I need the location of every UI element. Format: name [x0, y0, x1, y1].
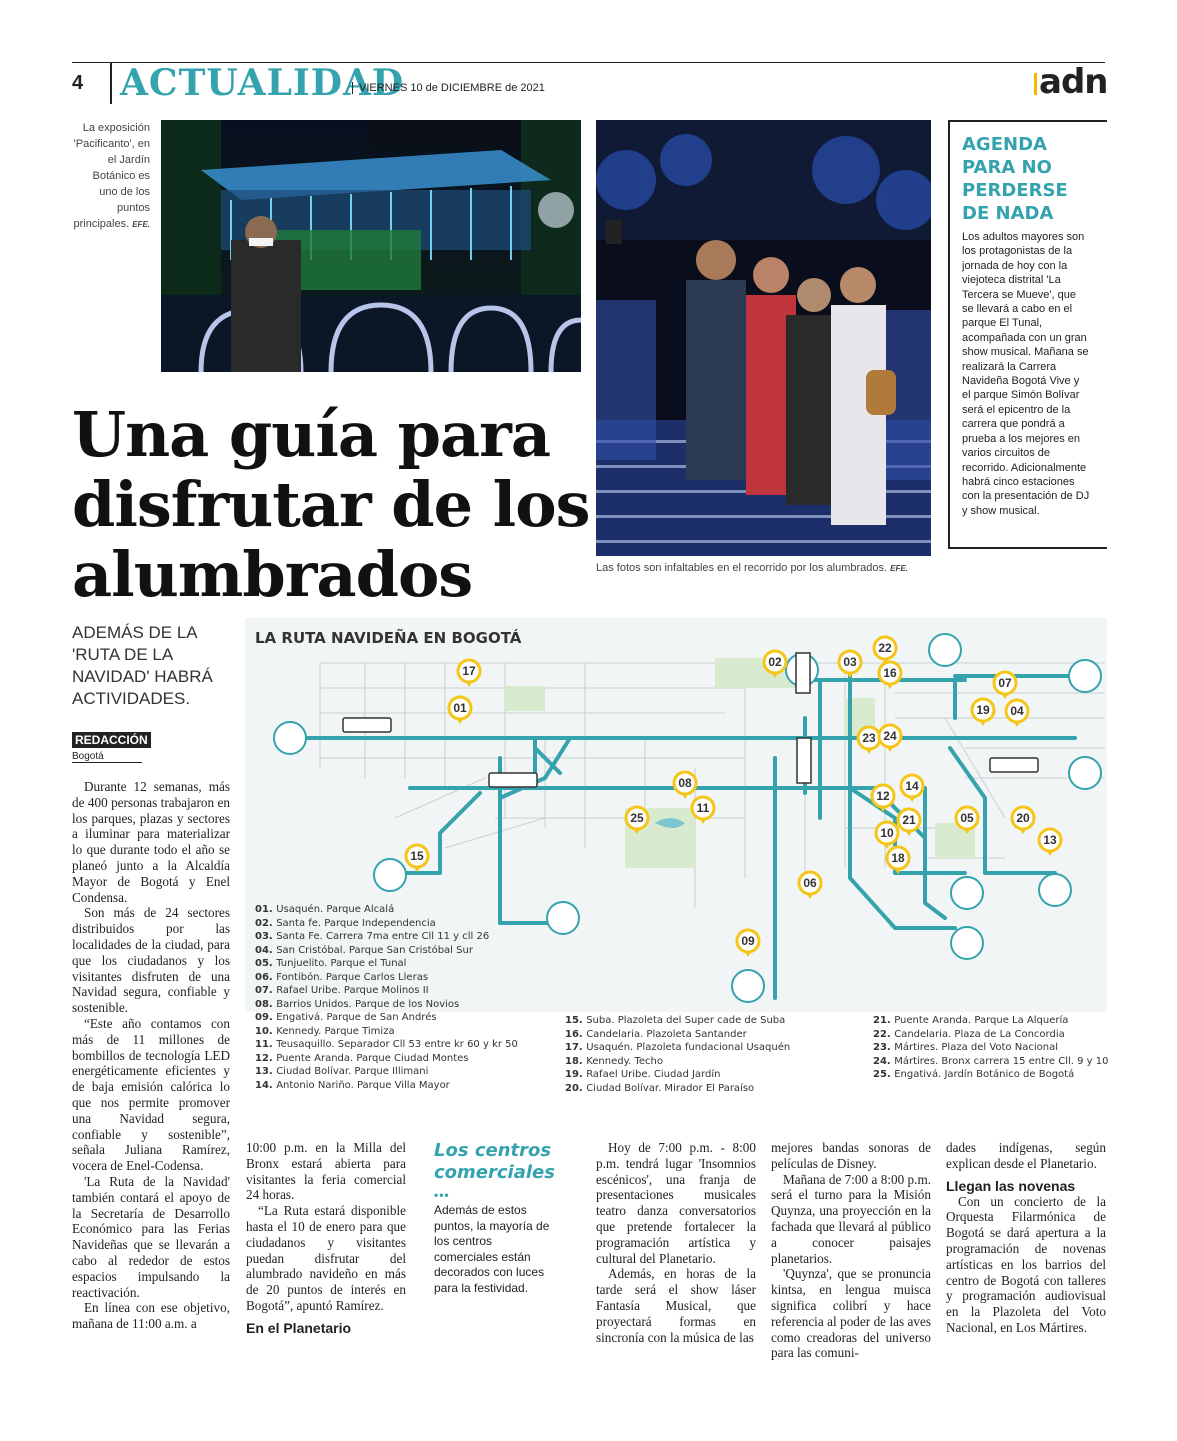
legend-item: 23. Mártires. Plaza del Voto Nacional	[873, 1042, 1058, 1053]
map-title: LA RUTA NAVIDEÑA EN BOGOTÁ	[255, 629, 522, 647]
legend-item: 19. Rafael Uribe. Ciudad Jardín	[565, 1069, 721, 1080]
svg-text:15: 15	[410, 849, 424, 863]
legend-item: 24. Mártires. Bronx carrera 15 entre Cll. 9 y 10	[873, 1055, 1109, 1067]
svg-text:10: 10	[880, 826, 894, 840]
paragraph: mejores bandas sonoras de películas de Disney.	[771, 1140, 931, 1171]
svg-text:07: 07	[998, 676, 1012, 690]
legend-item: 15. Suba. Plazoleta del Super cade de Suba	[565, 1015, 786, 1026]
paragraph: Además, en horas de la tarde será el show láser Fantasía Musical, que proyectará formas en sincronía con la música de las	[596, 1266, 756, 1345]
legend-item: 17. Usaquén. Plazoleta fundacional Usaquén	[565, 1042, 791, 1053]
photo-selfie-group	[596, 120, 931, 556]
legend-item: 02. Santa fe. Parque Independencia	[255, 917, 436, 929]
paragraph: 10:00 p.m. en la Milla del Bronx estará abierta para visitantes la feria comercial 24 horas.	[246, 1140, 406, 1203]
photo1-credit: EFE.	[132, 220, 150, 229]
legend-item: 10. Kennedy. Parque Timiza	[255, 1025, 395, 1037]
byline-city: Bogotá	[72, 751, 142, 763]
article-column-1	[72, 779, 230, 1332]
legend-item: 08. Barrios Unidos. Parque de los Novios	[255, 998, 460, 1010]
paragraph: dades indígenas, según explican desde el Planetario.	[946, 1140, 1106, 1171]
legend-item: 13. Ciudad Bolívar. Parque Illimani	[255, 1066, 429, 1077]
legend-item: 01. Usaquén. Parque Alcalá	[255, 904, 395, 915]
legend-item: 03. Santa Fe. Carrera 7ma entre Cll 11 y cll 26	[255, 931, 490, 942]
paragraph: 'La Ruta de la Navidad' también contará el apoyo de la Secretaría de Desarrollo Económico para las Ferias Navideñas que se llevarán a cabo al rededor de estos espacios impulsando la reactivación.	[72, 1173, 230, 1300]
agenda-body: Los adultos mayores son los protagonistas de la jornada de hoy con la viejoteca distrital 'La Tercera se Mueve', que se llevará a cabo en el parque El Tunal, acompañada con un gran show musical. Mañana se realizará la Carrera Navideña Bogotá Vive y el parque Simón Bolívar será el epicentro de la carrera que pondrá a prueba a los mejores en varios circuitos de recorrido. Adicionalmente habrá cinco estaciones con la presentación de DJ y show musical.	[962, 231, 1090, 517]
map-legend-2	[565, 1014, 790, 1095]
paragraph: Con un concierto de la Orquesta Filarmónica de Bogotá se dará apertura a la programación de novenas artísticas en los barrios del centro de Bogotá con talleres y programación audiovisual en la Plazoleta del Voto Nacional, en Los Mártires.	[946, 1193, 1106, 1335]
legend-item: 05. Tunjuelito. Parque el Tunal	[255, 958, 407, 969]
legend-item: 25. Engativá. Jardín Botánico de Bogotá	[873, 1069, 1075, 1080]
issue-date: VIERNES 10 de DICIEMBRE de 2021	[352, 82, 545, 94]
article-column-3	[596, 1140, 756, 1345]
svg-text:19: 19	[976, 703, 990, 717]
paragraph: 'Quynza', que se pronuncia kintsa, en lengua muisca significa colibrí y hace referencia al poder de las aves como creadoras del universo para las comuni-	[771, 1266, 931, 1361]
legend-item: 14. Antonio Nariño. Parque Villa Mayor	[255, 1079, 450, 1091]
section-title: ACTUALIDAD	[110, 62, 404, 104]
photo-jardin-botanico	[161, 120, 581, 372]
photo2-caption: Las fotos son infaltables en el recorrido por los alumbrados. EFE.	[596, 562, 908, 574]
headline: Una guía para disfrutar de los alumbrados	[72, 398, 590, 611]
svg-text:02: 02	[768, 655, 782, 669]
legend-item: 16. Candelaria. Plazoleta Santander	[565, 1028, 747, 1040]
svg-text:01: 01	[453, 701, 467, 715]
article-column-2	[246, 1140, 406, 1336]
svg-text:17: 17	[462, 664, 476, 678]
agenda-title: AGENDA PARA NO PERDERSE DE NADA	[962, 134, 1068, 224]
legend-item: 07. Rafael Uribe. Parque Molinos II	[255, 985, 429, 996]
svg-text:25: 25	[630, 811, 644, 825]
svg-text:21: 21	[902, 813, 916, 827]
paragraph: “Este año contamos con más de 11 millones de bombillos de tecnología LED energéticamente eficientes y de baja emisión calórica lo que nos permite promover una Navidad segura, confiable y sostenible”, señala Juliana Ramírez, vocera de Enel-Codensa.	[72, 1015, 230, 1174]
svg-text:05: 05	[960, 811, 974, 825]
paragraph: En línea con ese objetivo, mañana de 11:00 a.m. a	[72, 1300, 230, 1332]
svg-text:16: 16	[883, 666, 897, 680]
svg-text:09: 09	[741, 934, 755, 948]
subhead-planetario: En el Planetario	[246, 1319, 352, 1336]
subhead-novenas: Llegan las novenas	[946, 1177, 1076, 1194]
svg-text:14: 14	[905, 779, 919, 793]
svg-text:18: 18	[891, 851, 905, 865]
deck: ADEMÁS DE LA 'RUTA DE LA NAVIDAD' HABRÁ ACTIVIDADES.	[72, 623, 213, 708]
svg-text:13: 13	[1043, 833, 1057, 847]
svg-text:24: 24	[883, 729, 897, 743]
centros-title: Los centros comerciales	[434, 1140, 555, 1183]
article-column-5	[946, 1140, 1106, 1336]
centros-body: Además de estos puntos, la mayoría de los centros comerciales están decorados con luces para la festividad.	[434, 1203, 550, 1295]
legend-item: 04. San Cristóbal. Parque San Cristóbal Sur	[255, 944, 473, 956]
paragraph: Son más de 24 sectores distribuidos por las localidades de la ciudad, para que los ciudadanos y los visitantes disfruten de una Navidad segura, confiable y sostenible.	[72, 905, 230, 1016]
legend-item: 09. Engativá. Parque de San Andrés	[255, 1012, 437, 1023]
svg-text:11: 11	[696, 801, 710, 815]
paragraph: Hoy de 7:00 p.m. - 8:00 p.m. tendrá lugar 'Insomnios escénicos', una franja de presentaciones musicales teatro danza conversatorios que pretende fortalecer la programación artística y cultural del Planetario.	[596, 1140, 756, 1266]
map-legend-3	[873, 1014, 1109, 1082]
svg-text:20: 20	[1016, 811, 1030, 825]
adn-logo: adn	[1034, 62, 1108, 102]
paragraph: Mañana de 7:00 a 8:00 p.m. será el turno para la Misión Quynza, una proyección en la fachada que llevará al público a conocer paisajes planetarios.	[771, 1171, 931, 1266]
svg-text:12: 12	[876, 789, 890, 803]
paragraph: “La Ruta estará disponible hasta el 10 de enero para que ciudadanos y visitantes puedan disfrutar del alumbrado navideño en más de 20 puntos de interés en Bogotá”, apuntó Ramírez.	[246, 1203, 406, 1313]
svg-text:03: 03	[843, 655, 857, 669]
svg-text:22: 22	[878, 641, 892, 655]
centros-dots: •••	[434, 1188, 450, 1202]
svg-text:23: 23	[862, 731, 876, 745]
photo2-credit: EFE.	[890, 564, 908, 573]
legend-item: 06. Fontibón. Parque Carlos Lleras	[255, 971, 429, 983]
photo1-caption: La exposición 'Pacificanto', en el Jardín Botánico es uno de los puntos principales. EFE.	[73, 122, 150, 230]
svg-text:06: 06	[803, 876, 817, 890]
legend-item: 12. Puente Aranda. Parque Ciudad Montes	[255, 1052, 469, 1064]
legend-item: 22. Candelaria. Plaza de La Concordia	[873, 1028, 1065, 1040]
byline-author: REDACCIÓN	[72, 732, 151, 748]
legend-item: 20. Ciudad Bolívar. Mirador El Paraíso	[565, 1082, 755, 1094]
svg-text:08: 08	[678, 776, 692, 790]
svg-text:04: 04	[1010, 704, 1024, 718]
legend-item: 18. Kennedy. Techo	[565, 1055, 663, 1067]
page-number: 4	[72, 72, 84, 94]
legend-item: 11. Teusaquillo. Separador Cll 53 entre kr 60 y kr 50	[255, 1039, 518, 1050]
paragraph: Durante 12 semanas, más de 400 personas trabajaron en los parques, plazas y sectores a iluminar para materializar lo que durante todo el año se planeó junto a la Alcaldía Mayor de Bogotá y Enel Condensa.	[72, 779, 230, 905]
map-legend-1	[255, 903, 518, 1092]
article-column-4	[771, 1140, 931, 1361]
legend-item: 21. Puente Aranda. Parque La Alquería	[873, 1015, 1069, 1026]
